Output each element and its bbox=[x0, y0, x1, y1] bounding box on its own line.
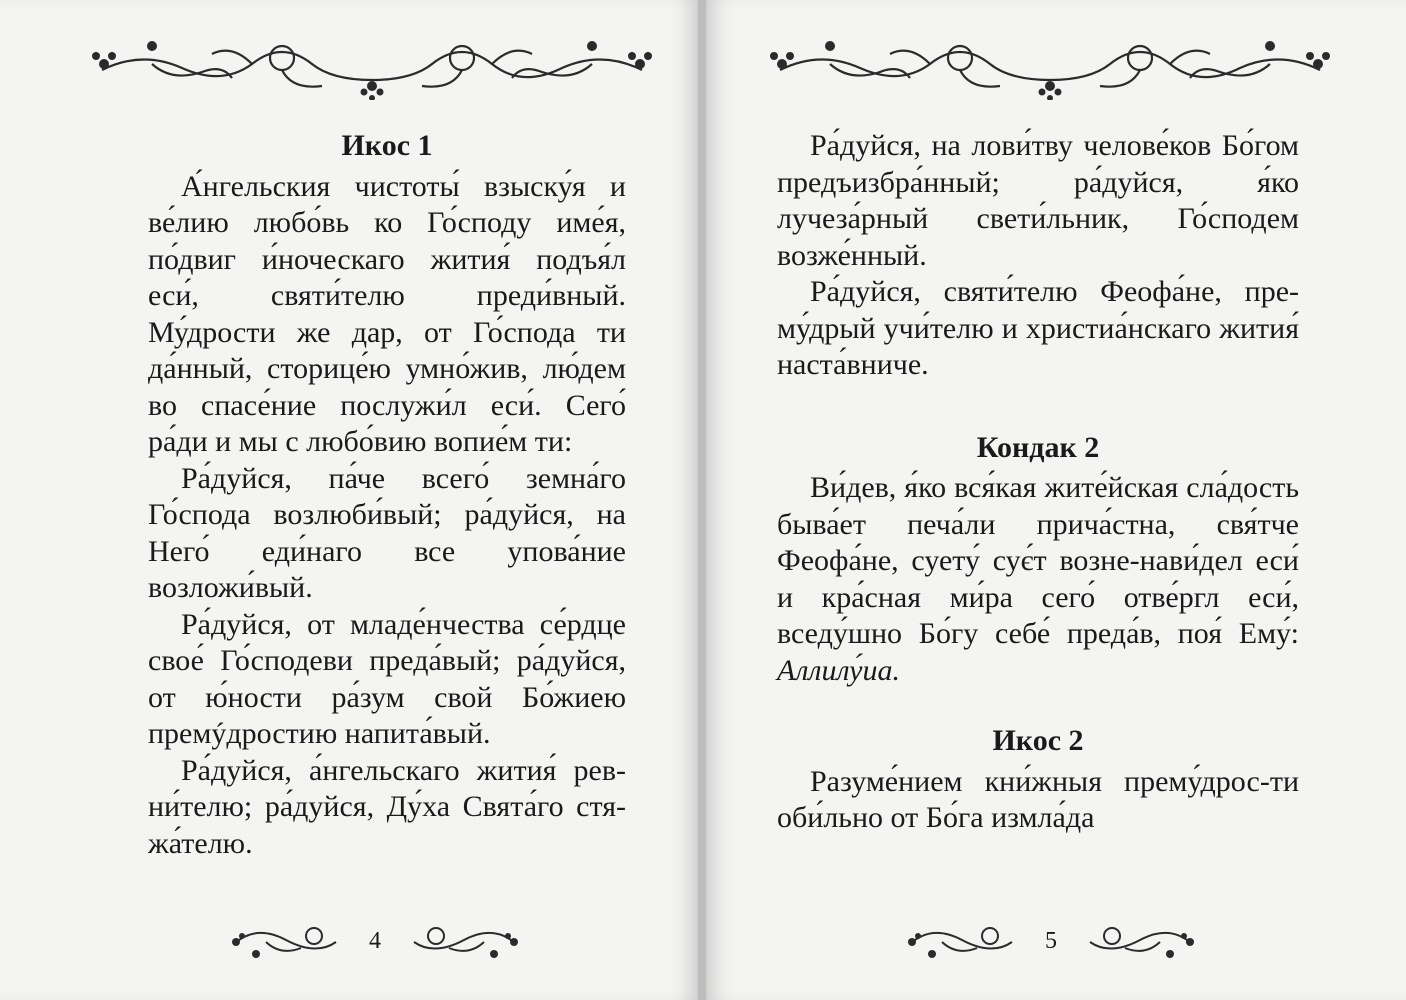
ikos-2-text: Разуме́нием кни́жныя прему́дрос-ти оби́льно от Бо́га измла́да bbox=[777, 764, 1299, 834]
kondak-2-text bbox=[777, 470, 1299, 689]
page-number: 4 bbox=[369, 928, 381, 954]
footer-ornament-left-icon bbox=[902, 914, 1022, 964]
intro-paragraph-1: Ра́дуйся, на лови́тву челове́ков Бо́гом предъизбра́нный; ра́дуйся, я́ко лучеза́рный свети́льник, Го́сподем возже́нный. bbox=[777, 129, 1299, 272]
footer-ornament-right-icon bbox=[404, 914, 524, 964]
footer-ornament-right-icon bbox=[1080, 914, 1200, 964]
ikos-1-paragraph-2: Ра́дуйся, па́че всего́ земна́го Го́спода возлюби́вый; ра́дуйся, на Него́ еди́наго все упова́ние возложи́вый. bbox=[148, 461, 626, 604]
left-page bbox=[0, 0, 698, 1000]
kondak-2-body: Ви́дев, я́ко вся́кая жите́йская сла́дость быва́ет печа́ли прича́стна, свя́тче Феофа́не, суету́ сує́т возне-нави́дел еси́ и кра́сная ми́ра сего́ отве́ргл еси́, вседу́шно Бо́гу себе́ преда́в, поя́ Ему́: bbox=[777, 471, 1299, 650]
ikos-1-heading: Икос 1 bbox=[341, 129, 433, 162]
right-page bbox=[706, 0, 1406, 1000]
kondak-2-ending: Аллилу́иа. bbox=[777, 653, 900, 687]
left-page-text bbox=[148, 128, 626, 862]
top-ornament-icon bbox=[82, 20, 662, 100]
top-ornament-icon bbox=[760, 20, 1340, 100]
right-page-text bbox=[777, 128, 1299, 837]
intro-paragraph-2: Ра́дуйся, святи́телю Феофа́не, пре-му́дрый учи́телю и христиа́нскаго жития́ наста́вниче. bbox=[777, 275, 1299, 381]
right-footer bbox=[902, 914, 1200, 974]
left-footer bbox=[226, 914, 524, 974]
ikos-1-paragraph-3: Ра́дуйся, от младе́нчества се́рдце свое́ Го́сподеви преда́вый; ра́дуйся, от ю́ности ра́зум свой Бо́жиею премýдростию напита́вый. bbox=[148, 607, 626, 750]
kondak-2-heading: Кондак 2 bbox=[976, 430, 1100, 464]
footer-ornament-left-icon bbox=[226, 914, 346, 964]
ikos-1-paragraph-1: А́нгельския чистоты́ взыску́я и ве́лию любо́вь ко Го́споду име́я, по́двиг и́ноческаго жития́ подъя́л еси́, святи́телю преди́вный. Му́дрости же дар, от Го́спода ти да́нный, сторице́ю умно́жив, лю́дем во спасе́ние послужи́л еси́. Сего́ ра́ди и мы с любо́вию вопие́м ти: bbox=[148, 169, 626, 458]
book-gutter bbox=[698, 0, 706, 1000]
ikos-2-heading: Икос 2 bbox=[992, 724, 1084, 757]
page-number: 5 bbox=[1045, 928, 1057, 954]
ikos-1-paragraph-4: Ра́дуйся, а́нгельскаго жития́ рев-ни́телю; ра́дуйся, Ду́ха Свята́го стя-жа́телю. bbox=[148, 753, 626, 860]
